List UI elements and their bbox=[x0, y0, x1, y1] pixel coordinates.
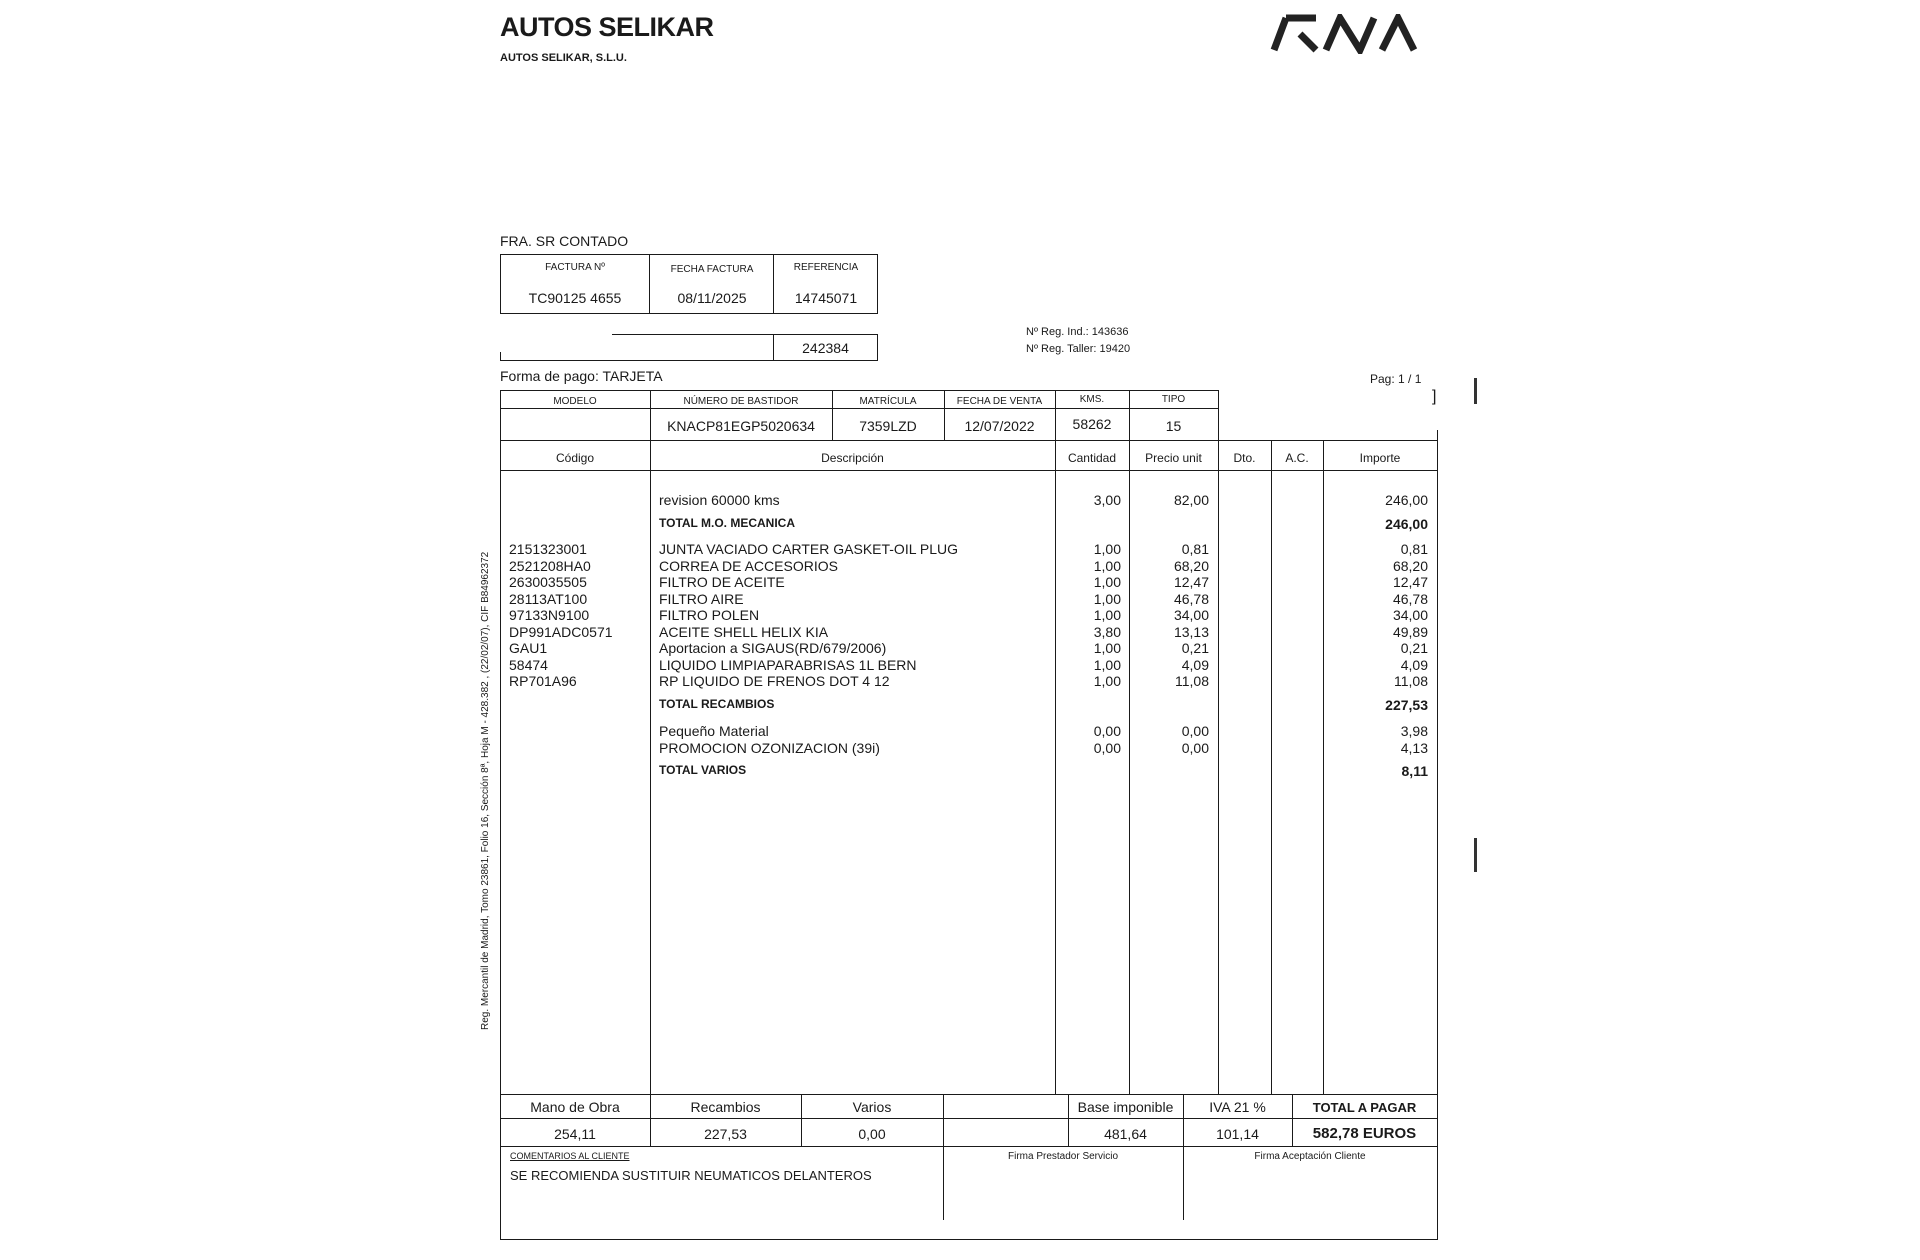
payment-method: Forma de pago: TARJETA bbox=[500, 368, 663, 384]
invoice-reference: 14745071 bbox=[794, 290, 858, 306]
invoice-type: FRA. SR CONTADO bbox=[500, 233, 629, 249]
base-header: Base imponible bbox=[1077, 1099, 1174, 1115]
line-quantity: 1,00 bbox=[1093, 558, 1121, 574]
vehicle-vin: KNACP81EGP5020634 bbox=[667, 418, 815, 434]
vehicle-plate: 7359LZD bbox=[859, 418, 917, 434]
line-unit-price: 34,00 bbox=[1173, 607, 1209, 623]
line-amount: 246,00 bbox=[1385, 492, 1428, 508]
client-comment: SE RECOMIENDA SUSTITUIR NEUMATICOS DELANTEROS bbox=[510, 1168, 872, 1183]
line-description: ACEITE SHELL HELIX KIA bbox=[659, 624, 829, 640]
line-quantity: 1,00 bbox=[1093, 640, 1121, 656]
line-unit-price: 0,21 bbox=[1181, 640, 1209, 656]
line-unit-price: 12,47 bbox=[1173, 574, 1209, 590]
line-amount: 0,81 bbox=[1400, 541, 1428, 557]
recambios-header: Recambios bbox=[690, 1099, 761, 1115]
line-code: GAU1 bbox=[509, 640, 548, 656]
iva-value: 101,14 bbox=[1216, 1126, 1259, 1142]
line-description: RP LIQUIDO DE FRENOS DOT 4 12 bbox=[659, 673, 890, 689]
line-description: JUNTA VACIADO CARTER GASKET-OIL PLUG bbox=[659, 541, 958, 557]
line-code: 2151323001 bbox=[509, 541, 587, 557]
scan-mark bbox=[1474, 378, 1477, 404]
kia-logo bbox=[1270, 14, 1430, 54]
line-description: FILTRO POLEN bbox=[659, 607, 760, 623]
line-quantity: 1,00 bbox=[1093, 607, 1121, 623]
line-quantity: 1,00 bbox=[1093, 657, 1121, 673]
col-cantidad: Cantidad bbox=[1067, 451, 1117, 465]
recambios-value: 227,53 bbox=[704, 1126, 747, 1142]
line-amount: 0,21 bbox=[1400, 640, 1428, 656]
total-value: 582,78 EUROS bbox=[1312, 1125, 1417, 1142]
line-description: revision 60000 kms bbox=[659, 492, 780, 508]
col-importe: Importe bbox=[1359, 451, 1401, 465]
line-code: 2521208HA0 bbox=[509, 558, 591, 574]
line-quantity: 1,00 bbox=[1093, 574, 1121, 590]
line-unit-price: 68,20 bbox=[1173, 558, 1209, 574]
fecha-header: FECHA FACTURA bbox=[670, 264, 754, 275]
line-description: LIQUIDO LIMPIAPARABRISAS 1L BERN bbox=[659, 657, 917, 673]
line-unit-price: 82,00 bbox=[1173, 492, 1209, 508]
line-quantity: 1,00 bbox=[1093, 541, 1121, 557]
line-amount: 49,89 bbox=[1392, 624, 1428, 640]
line-quantity: 0,00 bbox=[1093, 723, 1121, 739]
line-amount: 246,00 bbox=[1385, 516, 1428, 532]
total-header: TOTAL A PAGAR bbox=[1312, 1100, 1417, 1115]
line-amount: 46,78 bbox=[1392, 591, 1428, 607]
line-amount: 34,00 bbox=[1392, 607, 1428, 623]
invoice-number: TC90125 4655 bbox=[528, 290, 622, 306]
line-amount: 12,47 bbox=[1392, 574, 1428, 590]
col-precio: Precio unit bbox=[1145, 451, 1202, 465]
page-number: Pag: 1 / 1 bbox=[1370, 372, 1422, 386]
line-code: 58474 bbox=[509, 657, 548, 673]
scan-mark bbox=[1474, 838, 1477, 872]
line-description: TOTAL VARIOS bbox=[659, 763, 747, 777]
col-codigo: Código bbox=[555, 451, 595, 465]
line-quantity: 1,00 bbox=[1093, 673, 1121, 689]
col-ac: A.C. bbox=[1285, 451, 1309, 465]
line-code: DP991ADC0571 bbox=[509, 624, 613, 640]
line-code: 97133N9100 bbox=[509, 607, 590, 623]
line-description: TOTAL RECAMBIOS bbox=[659, 697, 775, 711]
line-amount: 227,53 bbox=[1385, 697, 1428, 713]
line-unit-price: 46,78 bbox=[1173, 591, 1209, 607]
line-amount: 3,98 bbox=[1400, 723, 1428, 739]
line-description: TOTAL M.O. MECANICA bbox=[659, 516, 795, 530]
line-unit-price: 0,00 bbox=[1181, 723, 1209, 739]
line-description: Aportacion a SIGAUS(RD/679/2006) bbox=[659, 640, 887, 656]
tipo-header: TIPO bbox=[1161, 394, 1186, 405]
extra-number: 242384 bbox=[802, 340, 849, 356]
vehicle-kms: 58262 bbox=[1072, 416, 1112, 432]
line-unit-price: 13,13 bbox=[1173, 624, 1209, 640]
mano-obra-header: Mano de Obra bbox=[530, 1099, 620, 1115]
fecha-venta-header: FECHA DE VENTA bbox=[956, 396, 1043, 407]
line-amount: 8,11 bbox=[1401, 763, 1428, 779]
kms-header: KMS. bbox=[1079, 394, 1105, 405]
line-quantity: 1,00 bbox=[1093, 591, 1121, 607]
line-quantity: 3,00 bbox=[1093, 492, 1121, 508]
base-value: 481,64 bbox=[1104, 1126, 1147, 1142]
firma-prestador-label: Firma Prestador Servicio bbox=[1007, 1151, 1119, 1162]
modelo-header: MODELO bbox=[553, 396, 597, 407]
vehicle-type: 15 bbox=[1165, 418, 1182, 434]
firma-cliente-label: Firma Aceptación Cliente bbox=[1254, 1151, 1366, 1162]
col-dto: Dto. bbox=[1233, 451, 1256, 465]
varios-value: 0,00 bbox=[858, 1126, 886, 1142]
factura-header: FACTURA Nº bbox=[545, 262, 605, 273]
vehicle-sale-date: 12/07/2022 bbox=[964, 418, 1035, 434]
iva-header: IVA 21 % bbox=[1209, 1099, 1266, 1115]
line-code: RP701A96 bbox=[509, 673, 577, 689]
referencia-header: REFERENCIA bbox=[793, 262, 859, 273]
reg-ind: Nº Reg. Ind.: 143636 bbox=[1026, 326, 1129, 338]
line-description: CORREA DE ACCESORIOS bbox=[659, 558, 838, 574]
line-description: PROMOCION OZONIZACION (39i) bbox=[659, 740, 880, 756]
company-name: AUTOS SELIKAR bbox=[500, 12, 714, 42]
line-description: Pequeño Material bbox=[659, 723, 769, 739]
registry-note: Reg. Mercantil de Madrid, Tomo 23861, Folio 16, Sección 8ª, Hoja M - 428.382 , (22/02/07), CIF B84962372 bbox=[480, 551, 491, 1030]
line-amount: 4,13 bbox=[1400, 740, 1428, 756]
mano-obra-value: 254,11 bbox=[554, 1126, 596, 1142]
invoice-date: 08/11/2025 bbox=[677, 290, 747, 306]
company-legal-name: AUTOS SELIKAR, S.L.U. bbox=[500, 52, 627, 64]
line-amount: 68,20 bbox=[1392, 558, 1428, 574]
comments-label: COMENTARIOS AL CLIENTE bbox=[510, 1151, 630, 1161]
line-code: 2630035505 bbox=[509, 574, 587, 590]
line-unit-price: 4,09 bbox=[1181, 657, 1209, 673]
line-unit-price: 11,08 bbox=[1175, 673, 1209, 689]
line-code: 28113AT100 bbox=[509, 591, 588, 607]
line-amount: 11,08 bbox=[1394, 673, 1428, 689]
col-descripcion: Descripción bbox=[821, 451, 884, 465]
line-unit-price: 0,81 bbox=[1181, 541, 1209, 557]
varios-header: Varios bbox=[852, 1099, 892, 1115]
reg-taller: Nº Reg. Taller: 19420 bbox=[1026, 343, 1131, 355]
line-amount: 4,09 bbox=[1400, 657, 1428, 673]
page-bracket: ] bbox=[1432, 388, 1437, 405]
line-description: FILTRO DE ACEITE bbox=[659, 574, 785, 590]
line-unit-price: 0,00 bbox=[1181, 740, 1209, 756]
matricula-header: MATRÍCULA bbox=[859, 396, 917, 407]
bastidor-header: NÚMERO DE BASTIDOR bbox=[683, 396, 799, 407]
line-quantity: 0,00 bbox=[1093, 740, 1121, 756]
line-description: FILTRO AIRE bbox=[659, 591, 744, 607]
line-quantity: 3,80 bbox=[1093, 624, 1121, 640]
